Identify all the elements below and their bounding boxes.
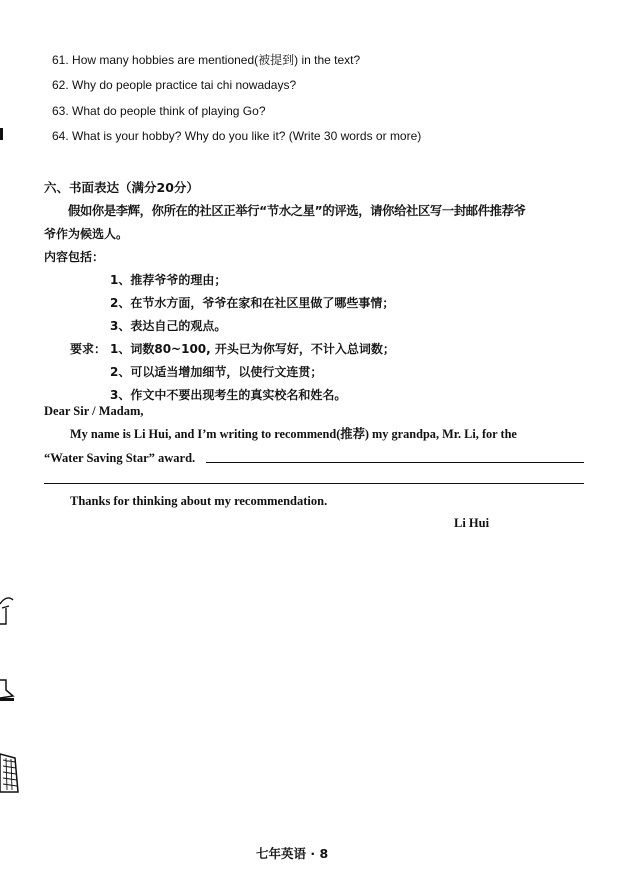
requirement-item: 3、作文中不要出现考生的真实校名和姓名。 — [110, 388, 347, 402]
content-label: 内容包括： — [44, 250, 105, 264]
page-footer: 七年英语 · 8 — [256, 846, 329, 861]
question-number: 62. — [52, 78, 69, 92]
question-64 — [52, 130, 421, 142]
question-62 — [52, 79, 296, 91]
letter-body-line-1: My name is Li Hui, and I’m writing to recommend(推荐) my grandpa, Mr. Li, for the — [70, 427, 517, 441]
content-item: 3、表达自己的观点。 — [110, 319, 227, 333]
prompt-line-2: 爷作为候选人。 — [44, 227, 129, 241]
content-item: 2、在节水方面，爷爷在家和在社区里做了哪些事情； — [110, 296, 395, 310]
scan-edge-mark — [0, 128, 6, 140]
scan-edge-mark — [0, 752, 22, 796]
answer-line — [44, 483, 584, 484]
requirement-item: 2、可以适当增加细节，以使行文连贯； — [110, 365, 323, 379]
answer-line — [206, 462, 584, 463]
prompt-line-1: 假如你是李辉，你所在的社区正举行“节水之星”的评选，请你给社区写一封邮件推荐爷 — [68, 204, 526, 218]
letter-body-line-2: “Water Saving Star” award. — [44, 451, 196, 465]
question-61 — [52, 54, 360, 66]
question-number: 63. — [52, 104, 69, 118]
question-63 — [52, 105, 266, 117]
question-text: What is your hobby? Why do you like it? (Write 30 words or more) — [72, 129, 422, 143]
requirements-label: 要求： — [70, 342, 107, 356]
question-text: Why do people practice tai chi nowadays? — [72, 78, 297, 92]
question-number: 61. — [52, 53, 69, 67]
letter-greeting: Dear Sir / Madam, — [44, 404, 144, 418]
section-title: 六、书面表达（满分20分） — [44, 180, 199, 195]
question-number: 64. — [52, 129, 69, 143]
scan-edge-mark — [0, 594, 16, 630]
letter-signature: Li Hui — [454, 516, 490, 530]
requirement-item: 1、词数80~100, 开头已为你写好，不计入总词数； — [110, 342, 395, 356]
letter-closing: Thanks for thinking about my recommendation. — [70, 494, 328, 508]
question-text: What do people think of playing Go? — [72, 104, 266, 118]
question-text: How many hobbies are mentioned(被提到) in the text? — [72, 53, 361, 67]
scan-edge-mark — [0, 676, 16, 702]
content-item: 1、推荐爷爷的理由； — [110, 273, 227, 287]
